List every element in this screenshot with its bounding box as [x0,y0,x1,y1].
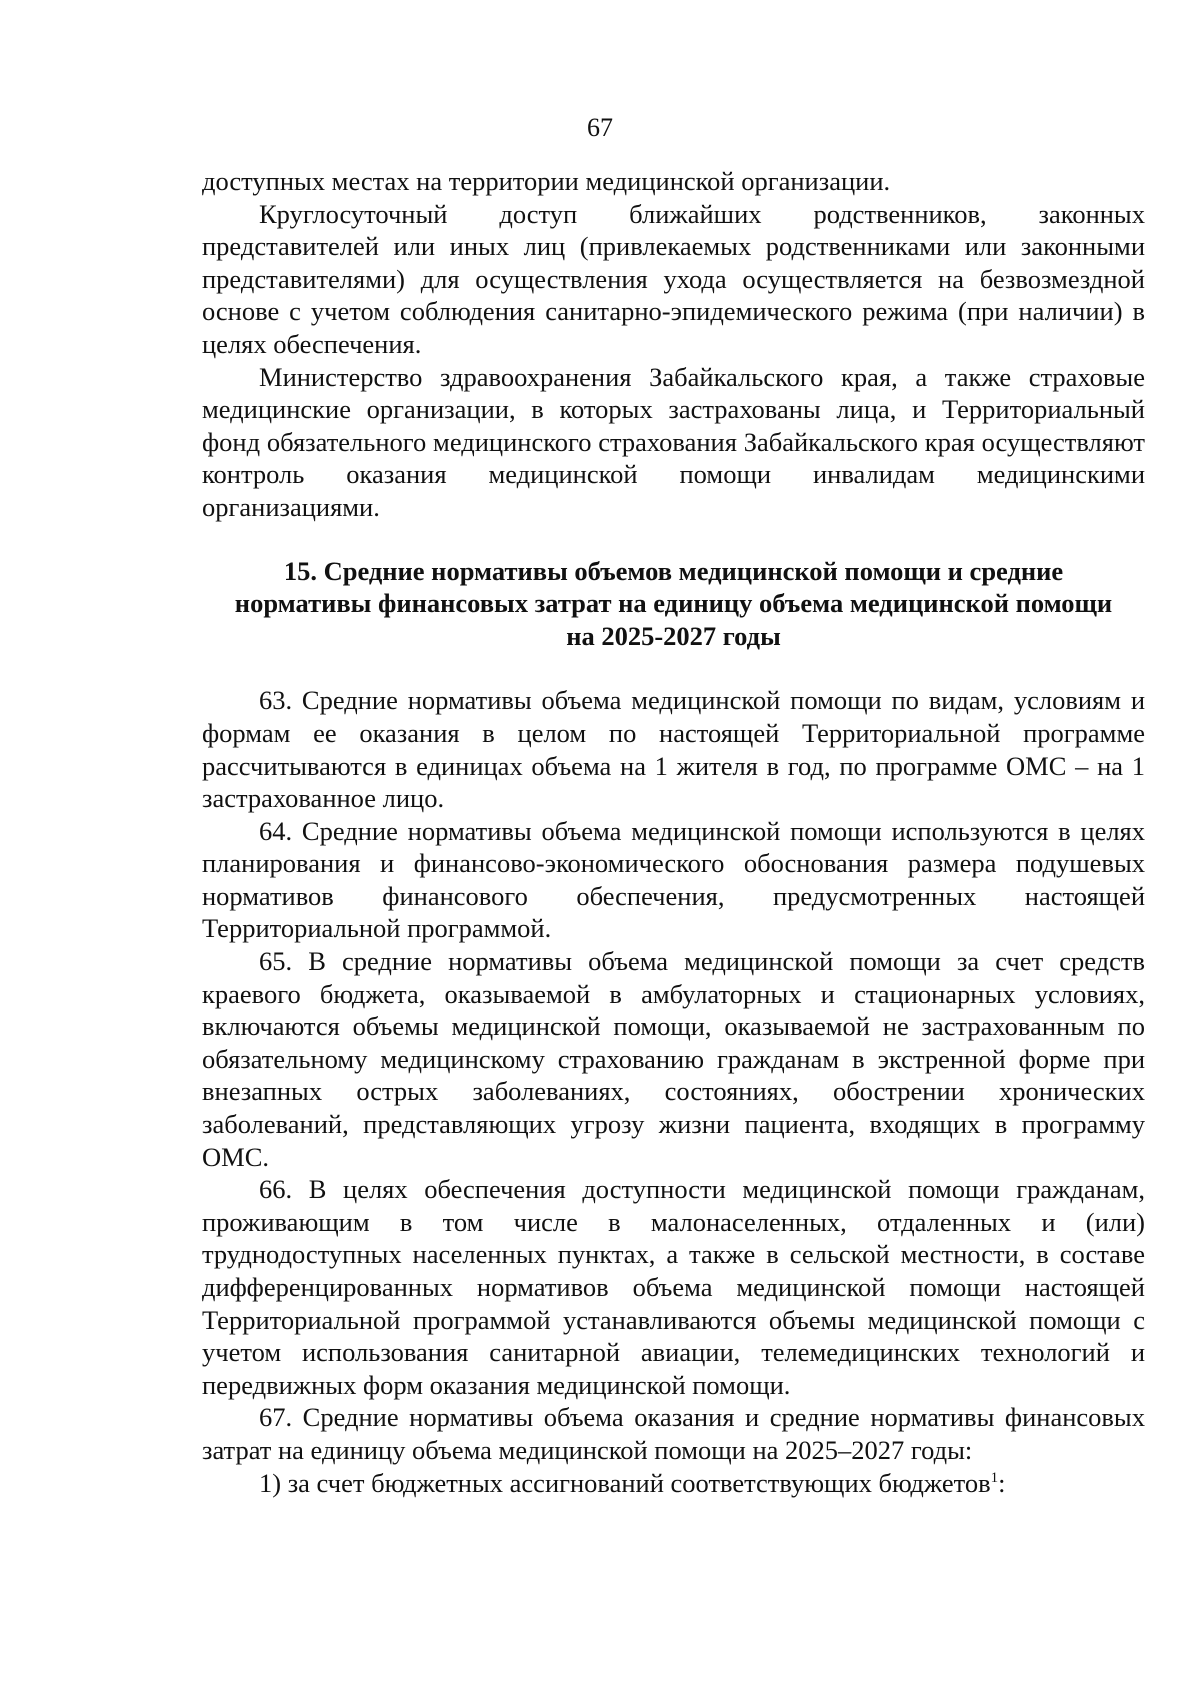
paragraph-66: 66. В целях обеспечения доступности медицинской помощи гражданам, проживающим в том числе в малонаселенных, отдаленных и (или) труднодоступных населенных пунктах, а также в сельской местности, в составе дифференцированных нормативов объема медицинской помощи настоящей Территориальной программой устанавливаются объемы медицинской помощи с учетом использования санитарной авиации, телемедицинских технологий и передвижных форм оказания медицинской помощи. [202,1174,1145,1400]
paragraph-round-the-clock-access: Круглосуточный доступ ближайших родственников, законных представителей или иных лиц (привлекаемых родственниками или законными представителями) для осуществления ухода осуществляется на безвозмездной основе с учетом соблюдения санитарно-эпидемического режима (при наличии) в целях обеспечения. [202,198,1145,359]
list-item-1 [202,1467,1145,1500]
paragraph-63: 63. Средние нормативы объема медицинской помощи по видам, условиям и формам ее оказания в целом по настоящей Территориальной программе рассчитываются в единицах объема на 1 жителя в год, по программе ОМС – на 1 застрахованное лицо. [202,685,1145,814]
paragraph-ministry-control: Министерство здравоохранения Забайкальского края, а также страховые медицинские организации, в которых застрахованы лица, и Территориальный фонд обязательного медицинского страхования Забайкальского края осуществляют контроль оказания медицинской помощи инвалидам медицинскими организациями. [202,361,1145,522]
section-heading [202,555,1145,653]
footnote-mark[interactable]: 1 [990,1469,999,1486]
document-body [202,165,1145,1499]
page-number: 67 [587,113,613,142]
list-item-1-tail: : [998,1467,1006,1498]
paragraph-65: 65. В средние нормативы объема медицинской помощи за счет средств краевого бюджета, оказываемой в амбулаторных и стационарных условиях, включаются объемы медицинской помощи, оказываемой не застрахованным по обязательному медицинскому страхованию гражданам в экстренной форме при внезапных острых заболеваниях, состояниях, обострении хронических заболеваний, представляющих угрозу жизни пациента, входящих в программу ОМС. [202,946,1145,1172]
paragraph-continuation: доступных местах на территории медицинской организации. [202,166,891,196]
list-item-1-text: 1) за счет бюджетных ассигнований соответствующих бюджетов [259,1467,991,1498]
paragraph-67: 67. Средние нормативы объема оказания и средние нормативы финансовых затрат на единицу объема медицинской помощи на 2025–2027 годы: [202,1402,1145,1465]
section-heading-line-3: на 2025-2027 годы [566,620,781,651]
section-heading-line-2: нормативы финансовых затрат на единицу объема медицинской помощи [234,588,1113,619]
section-heading-line-1: 15. Средние нормативы объемов медицинской помощи и средние [283,555,1064,586]
paragraph-64: 64. Средние нормативы объема медицинской помощи используются в целях планирования и финансово-экономического обоснования размера подушевых нормативов финансового обеспечения, предусмотренных настоящей Территориальной программой. [202,815,1145,944]
